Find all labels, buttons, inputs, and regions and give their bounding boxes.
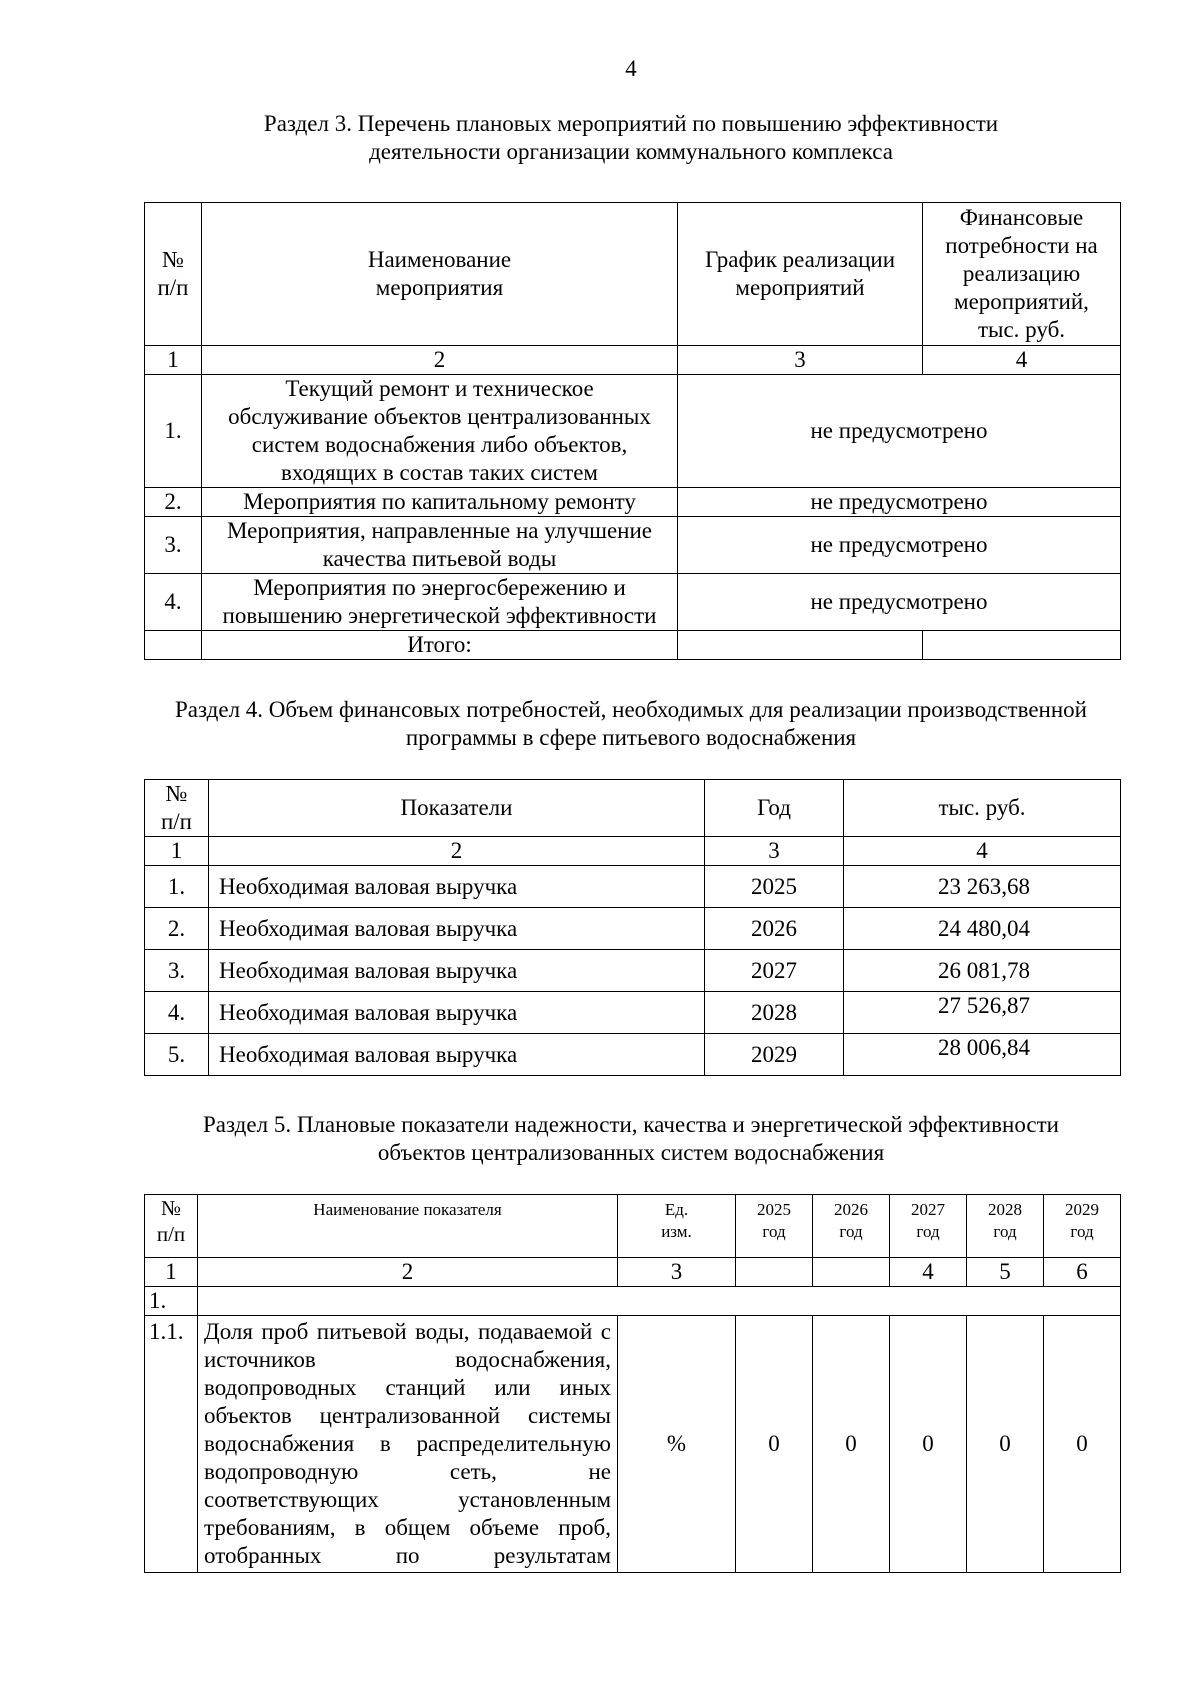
section4-title-line1: Раздел 4. Объем финансовых потребностей, необходимых для реализации производственной	[175, 697, 1087, 722]
row-num: 4.	[145, 992, 209, 1034]
row-value: 0	[890, 1316, 967, 1573]
colnum: 4	[923, 346, 1121, 375]
row-num: 4.	[145, 574, 202, 631]
section4-header-year: Год	[705, 780, 844, 837]
table-row	[145, 1034, 1121, 1076]
row-name: Необходимая валовая выручка	[209, 866, 705, 908]
row-amount: 28 006,84	[844, 1034, 1121, 1076]
section5-title-line1: Раздел 5. Плановые показатели надежности, качества и энергетической эффективности	[203, 1112, 1059, 1137]
section5-title-line2: объектов централизованных систем водоснабжения	[377, 1140, 885, 1165]
section4-colnum-row	[145, 837, 1121, 866]
row-year: 2027	[705, 950, 844, 992]
section3-header-row	[145, 203, 1121, 346]
section4-header-amount: тыс. руб.	[844, 780, 1121, 837]
row-name: Доля проб питьевой воды, подаваемой с источников водоснабжения, водопроводных станций или иных объектов централизованной системы водоснабжения в распределительную водопроводную сеть, не соответствующих установленным требованиям, в общем объеме проб, отобранных по результатам	[198, 1316, 618, 1573]
section5-header-year: 2026 год	[813, 1195, 890, 1258]
section3-header-schedule: График реализации мероприятий	[678, 203, 923, 346]
row-name: Необходимая валовая выручка	[209, 908, 705, 950]
row-num: 3.	[145, 517, 202, 574]
section4-table	[144, 779, 1121, 1076]
section3-colnum-row	[145, 346, 1121, 375]
section4-title-line2: программы в сфере питьевого водоснабжения	[405, 725, 857, 750]
section5-title	[0, 1111, 1200, 1167]
colnum: 5	[967, 1258, 1044, 1287]
section5-header-year: 2025 год	[736, 1195, 813, 1258]
section3-title	[0, 110, 1200, 166]
row-amount: 27 526,87	[844, 992, 1121, 1034]
colnum: 1	[145, 1258, 198, 1287]
section5-header-year: 2029 год	[1044, 1195, 1121, 1258]
row-status: не предусмотрено	[678, 517, 1121, 574]
table-row	[145, 908, 1121, 950]
row-num: 5.	[145, 1034, 209, 1076]
colnum: 2	[209, 837, 705, 866]
row-status: не предусмотрено	[678, 375, 1121, 488]
colnum	[736, 1258, 813, 1287]
section3-header-name: Наименование мероприятия	[202, 203, 678, 346]
total-schedule	[678, 631, 923, 660]
colnum: 1	[145, 837, 209, 866]
colnum: 2	[198, 1258, 618, 1287]
row-name: Мероприятия по энергосбережению и повышению энергетической эффективности	[202, 574, 678, 631]
colnum: 1	[145, 346, 202, 375]
total-row	[145, 631, 1121, 660]
row-year: 2026	[705, 908, 844, 950]
section3-title-line2: деятельности организации коммунального комплекса	[369, 139, 893, 164]
row-value: 0	[967, 1316, 1044, 1573]
section4-header-indicators: Показатели	[209, 780, 705, 837]
colnum: 4	[844, 837, 1121, 866]
row-year: 2025	[705, 866, 844, 908]
section5-header-year: 2027 год	[890, 1195, 967, 1258]
section4-title	[0, 696, 1200, 752]
table-row	[145, 1316, 1121, 1573]
row-amount: 26 081,78	[844, 950, 1121, 992]
row-value: 0	[1044, 1316, 1121, 1573]
table-row	[145, 574, 1121, 631]
row-value: 0	[813, 1316, 890, 1573]
group-num: 1.	[145, 1287, 198, 1316]
section5-header-row	[145, 1195, 1121, 1258]
total-num	[145, 631, 202, 660]
section5-table	[144, 1194, 1121, 1573]
section5-header-year: 2028 год	[967, 1195, 1044, 1258]
colnum: 2	[202, 346, 678, 375]
group-name	[198, 1287, 1121, 1316]
row-num: 2.	[145, 908, 209, 950]
colnum	[813, 1258, 890, 1287]
colnum: 6	[1044, 1258, 1121, 1287]
row-amount: 23 263,68	[844, 866, 1121, 908]
section5-header-unit: Ед. изм.	[618, 1195, 736, 1258]
row-name: Мероприятия, направленные на улучшение качества питьевой воды	[202, 517, 678, 574]
section5-group-row	[145, 1287, 1121, 1316]
colnum: 3	[705, 837, 844, 866]
row-status: не предусмотрено	[678, 488, 1121, 517]
table-row	[145, 488, 1121, 517]
table-row	[145, 517, 1121, 574]
row-amount: 24 480,04	[844, 908, 1121, 950]
section3-header-finance: Финансовые потребности на реализацию мероприятий, тыс. руб.	[923, 203, 1121, 346]
row-name: Мероприятия по капитальному ремонту	[202, 488, 678, 517]
section3-title-line1: Раздел 3. Перечень плановых мероприятий по повышению эффективности	[263, 111, 999, 136]
section5-colnum-row	[145, 1258, 1121, 1287]
row-status: не предусмотрено	[678, 574, 1121, 631]
table-row	[145, 375, 1121, 488]
colnum: 3	[678, 346, 923, 375]
table-row	[145, 992, 1121, 1034]
row-name: Текущий ремонт и техническое обслуживание объектов централизованных систем водоснабжения либо объектов, входящих в состав таких систем	[202, 375, 678, 488]
colnum: 3	[618, 1258, 736, 1287]
row-num: 2.	[145, 488, 202, 517]
row-num: 1.	[145, 375, 202, 488]
section4-header-row	[145, 780, 1121, 837]
row-num: 1.1.	[145, 1316, 198, 1573]
row-name: Необходимая валовая выручка	[209, 992, 705, 1034]
row-name: Необходимая валовая выручка	[209, 950, 705, 992]
row-num: 1.	[145, 866, 209, 908]
section5-header-name: Наименование показателя	[198, 1195, 618, 1258]
section3-table	[144, 202, 1121, 660]
total-label: Итого:	[202, 631, 678, 660]
row-year: 2028	[705, 992, 844, 1034]
row-value: 0	[736, 1316, 813, 1573]
total-finance	[923, 631, 1121, 660]
table-row	[145, 950, 1121, 992]
page-number: 4	[625, 56, 637, 81]
row-num: 3.	[145, 950, 209, 992]
section3-header-num: № п/п	[145, 203, 202, 346]
row-unit: %	[618, 1316, 736, 1573]
section5-header-num: № п/п	[145, 1195, 198, 1258]
row-year: 2029	[705, 1034, 844, 1076]
row-name: Необходимая валовая выручка	[209, 1034, 705, 1076]
table-row	[145, 866, 1121, 908]
colnum: 4	[890, 1258, 967, 1287]
section4-header-num: № п/п	[145, 780, 209, 837]
